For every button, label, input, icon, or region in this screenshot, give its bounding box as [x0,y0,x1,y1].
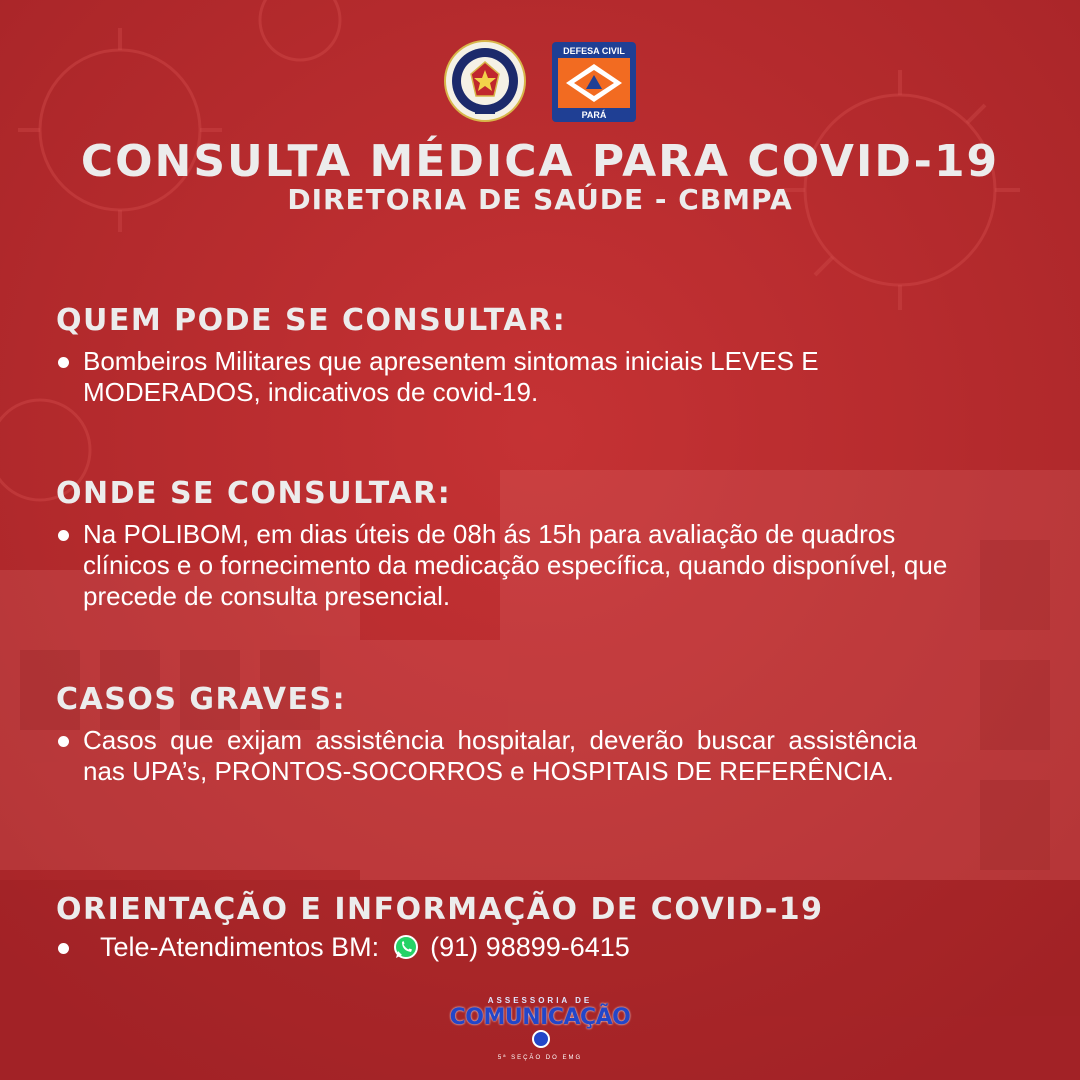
defesa-civil-top-text: DEFESA CIVIL [563,46,625,56]
bullet-icon [58,943,69,954]
page-subtitle: DIRETORIA DE SAÚDE - CBMPA [287,183,793,216]
contact-label: Tele-Atendimentos BM: [100,932,380,962]
footer-bottom-text: 5ª SEÇÃO DO EMG [497,1055,583,1061]
seal-icon [532,1030,550,1048]
section-heading: QUEM PODE SE CONSULTAR: [56,303,567,338]
contact-line [56,931,956,963]
section-where [56,476,956,612]
phone-number[interactable]: (91) 98899-6415 [430,932,630,962]
section-text: Na POLIBOM, em dias úteis de 08h ás 15h para avaliação de quadros clínicos e o fornecimento da medicação específica, quando disponível, que precede de consulta presencial. [83,519,948,611]
footer-top-text: ASSESSORIA DE [487,996,593,1005]
section-heading: ONDE SE CONSULTAR: [56,476,452,511]
section-severe [56,682,956,787]
list-item [56,519,956,612]
footer-logo [440,996,640,1061]
section-orientation [56,892,956,963]
page-title: CONSULTA MÉDICA PARA COVID-19 [80,136,1000,187]
whatsapp-icon [393,934,419,960]
defesa-civil-bottom-text: PARÁ [581,110,607,120]
cbmpa-seal-icon [444,38,526,124]
section-who [56,303,956,408]
bullet-icon [58,357,69,368]
logo-row [0,38,1080,128]
section-text: Casos que exijam assistência hospitalar, deverão buscar assistência nas UPA’s, PRONTOS-SOCORROS e HOSPITAIS DE REFERÊNCIA. [83,725,917,786]
bullet-icon [58,736,69,747]
list-item [56,725,917,787]
defesa-civil-para-icon [552,42,636,122]
section-heading: ORIENTAÇÃO E INFORMAÇÃO DE COVID-19 [56,892,824,927]
list-item [56,346,956,408]
section-heading: CASOS GRAVES: [56,682,347,717]
section-text: Bombeiros Militares que apresentem sintomas iniciais LEVES E MODERADOS, indicativos de covid-19. [83,346,819,407]
bullet-icon [58,530,69,541]
footer-main-text: COMUNICAÇÃO [449,1005,631,1030]
